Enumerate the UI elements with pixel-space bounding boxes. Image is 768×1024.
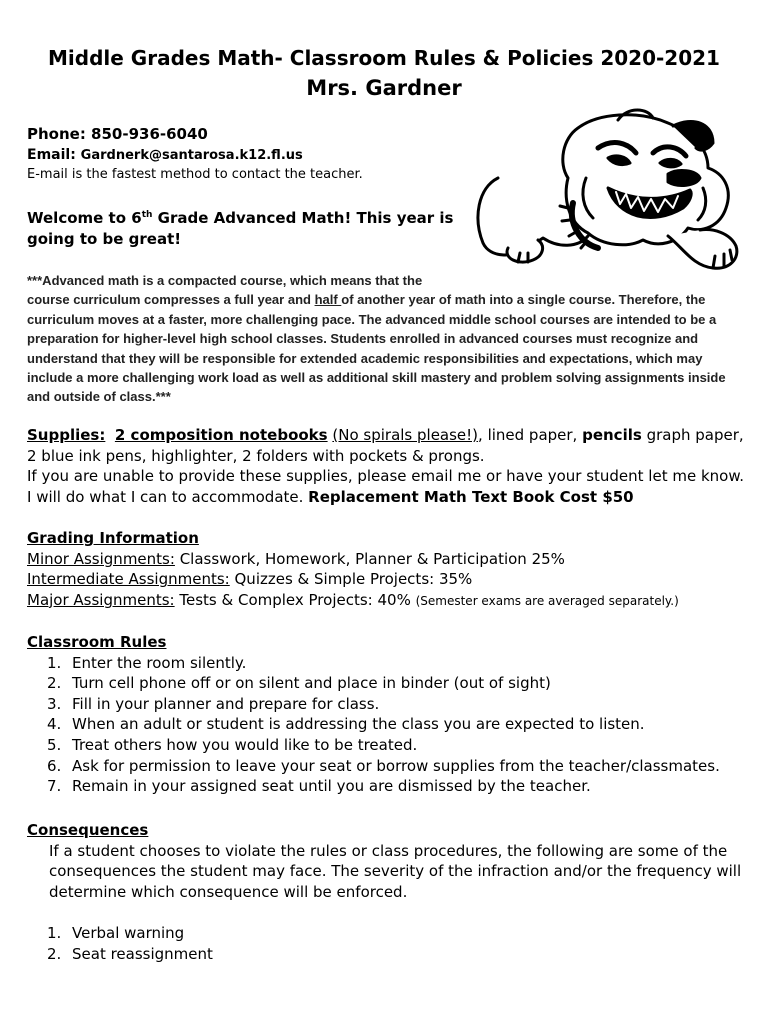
list-item	[27, 944, 747, 965]
grading-intermediate	[27, 569, 747, 590]
list-item-text: Enter the room silently.	[72, 653, 247, 672]
phone-line: Phone: 850-936-6040	[27, 125, 208, 143]
list-item-number: 1.	[47, 924, 62, 943]
list-item-number: 4.	[47, 715, 62, 734]
consequences-intro: If a student chooses to violate the rules or class procedures, the following are some of the consequences the student may face. The severity of the infraction and/or the frequency will determine which consequence will be enforced.	[49, 841, 742, 901]
consequences-heading: Consequences	[27, 821, 149, 839]
supplies-no-spirals: (No spirals please!)	[332, 426, 479, 444]
supplies-heading: Supplies:	[27, 426, 106, 444]
list-item	[27, 776, 747, 797]
rules-list	[27, 653, 747, 797]
consequences-list	[27, 923, 747, 964]
list-item-number: 3.	[47, 694, 62, 713]
grading-section	[27, 528, 747, 611]
grading-major-note: (Semester exams are averaged separately.)	[415, 593, 679, 608]
consequences-section	[27, 820, 747, 965]
email-line	[27, 147, 303, 163]
list-item	[27, 714, 747, 735]
teacher-name: Mrs. Gardner	[306, 76, 462, 100]
list-item-number: 2.	[47, 674, 62, 693]
list-item-text: Fill in your planner and prepare for class.	[72, 694, 380, 713]
list-item	[27, 694, 747, 715]
list-item-text: Verbal warning	[72, 924, 185, 943]
document-title: Middle Grades Math- Classroom Rules & Policies 2020-2021	[48, 46, 720, 70]
grading-minor-label: Minor Assignments:	[27, 549, 175, 568]
email-label: Email:	[27, 147, 76, 163]
welcome-sup: th	[141, 210, 153, 220]
grading-major-label: Major Assignments:	[27, 590, 175, 609]
list-item	[27, 673, 747, 694]
supplies-section	[27, 425, 747, 507]
list-item-text: Seat reassignment	[72, 944, 213, 963]
supplies-paragraph	[27, 425, 747, 466]
list-item-text: Ask for permission to leave your seat or borrow supplies from the teacher/classmates.	[72, 756, 720, 775]
list-item-text: Treat others how you would like to be treated.	[72, 735, 418, 754]
email-address[interactable]: Gardnerk@santarosa.k12.fl.us	[80, 148, 303, 163]
rules-heading: Classroom Rules	[27, 633, 167, 651]
welcome-message	[27, 205, 467, 250]
bulldog-mascot-icon	[468, 108, 748, 274]
welcome-post: Grade Advanced Math! This year is going to be great!	[27, 209, 454, 248]
supplies-line2: If you are unable to provide these supplies, please email me or have your student let me know. I will do what I can to accommodate.	[27, 467, 744, 506]
grading-major	[27, 590, 747, 612]
list-item	[27, 756, 747, 777]
grading-intermediate-text: Quizzes & Simple Projects: 35%	[229, 570, 473, 589]
supplies-mid: , lined paper,	[478, 426, 583, 444]
list-item	[27, 923, 747, 944]
advanced-notice-half: half	[314, 292, 342, 308]
list-item-text: When an adult or student is addressing the class you are expected to listen.	[72, 715, 645, 734]
supplies-notebooks: 2 composition notebooks	[114, 426, 328, 444]
list-item-number: 5.	[47, 735, 62, 754]
welcome-pre: Welcome to 6	[27, 209, 142, 227]
grading-minor	[27, 549, 747, 570]
grading-intermediate-label: Intermediate Assignments:	[27, 570, 230, 589]
list-item	[27, 735, 747, 756]
replacement-book-cost: Replacement Math Text Book Cost $50	[308, 487, 634, 506]
list-item-text: Remain in your assigned seat until you are dismissed by the teacher.	[72, 777, 591, 796]
grading-major-text: Tests & Complex Projects: 40%	[174, 590, 416, 609]
contact-note: E-mail is the fastest method to contact the teacher.	[27, 167, 363, 182]
classroom-rules-section	[27, 632, 747, 797]
grading-heading: Grading Information	[27, 529, 199, 547]
list-item-number: 6.	[47, 756, 62, 775]
grading-minor-text: Classwork, Homework, Planner & Participation 25%	[174, 549, 565, 568]
advanced-notice-part1: course curriculum compresses a full year and	[27, 292, 315, 308]
advanced-course-notice	[27, 271, 737, 407]
supplies-rest: graph paper, 2 blue ink pens, highlighter, 2 folders with pockets & prongs.	[27, 426, 744, 465]
advanced-notice-first-line: ***Advanced math is a compacted course, which means that the	[27, 273, 423, 288]
list-item-number: 2.	[47, 944, 62, 963]
supplies-pencils: pencils	[582, 426, 642, 444]
list-item-number: 1.	[47, 653, 62, 672]
supplies-accommodation	[27, 466, 747, 507]
list-item-text: Turn cell phone off or on silent and place in binder (out of sight)	[72, 674, 551, 693]
list-item	[27, 653, 747, 674]
list-item-number: 7.	[47, 777, 62, 796]
advanced-notice-part2: of another year of math into a single course. Therefore, the curriculum moves at a faster, more challenging pace. The advanced middle school courses are intended to be a preparation for higher-level high school classes. Students enrolled in advanced courses must recognize and understand that they will be responsible for extended academic responsibilities and expectations, which may include a more challenging work load as well as additional skill mastery and problem solving assignments inside and outside of class.***	[27, 292, 726, 405]
